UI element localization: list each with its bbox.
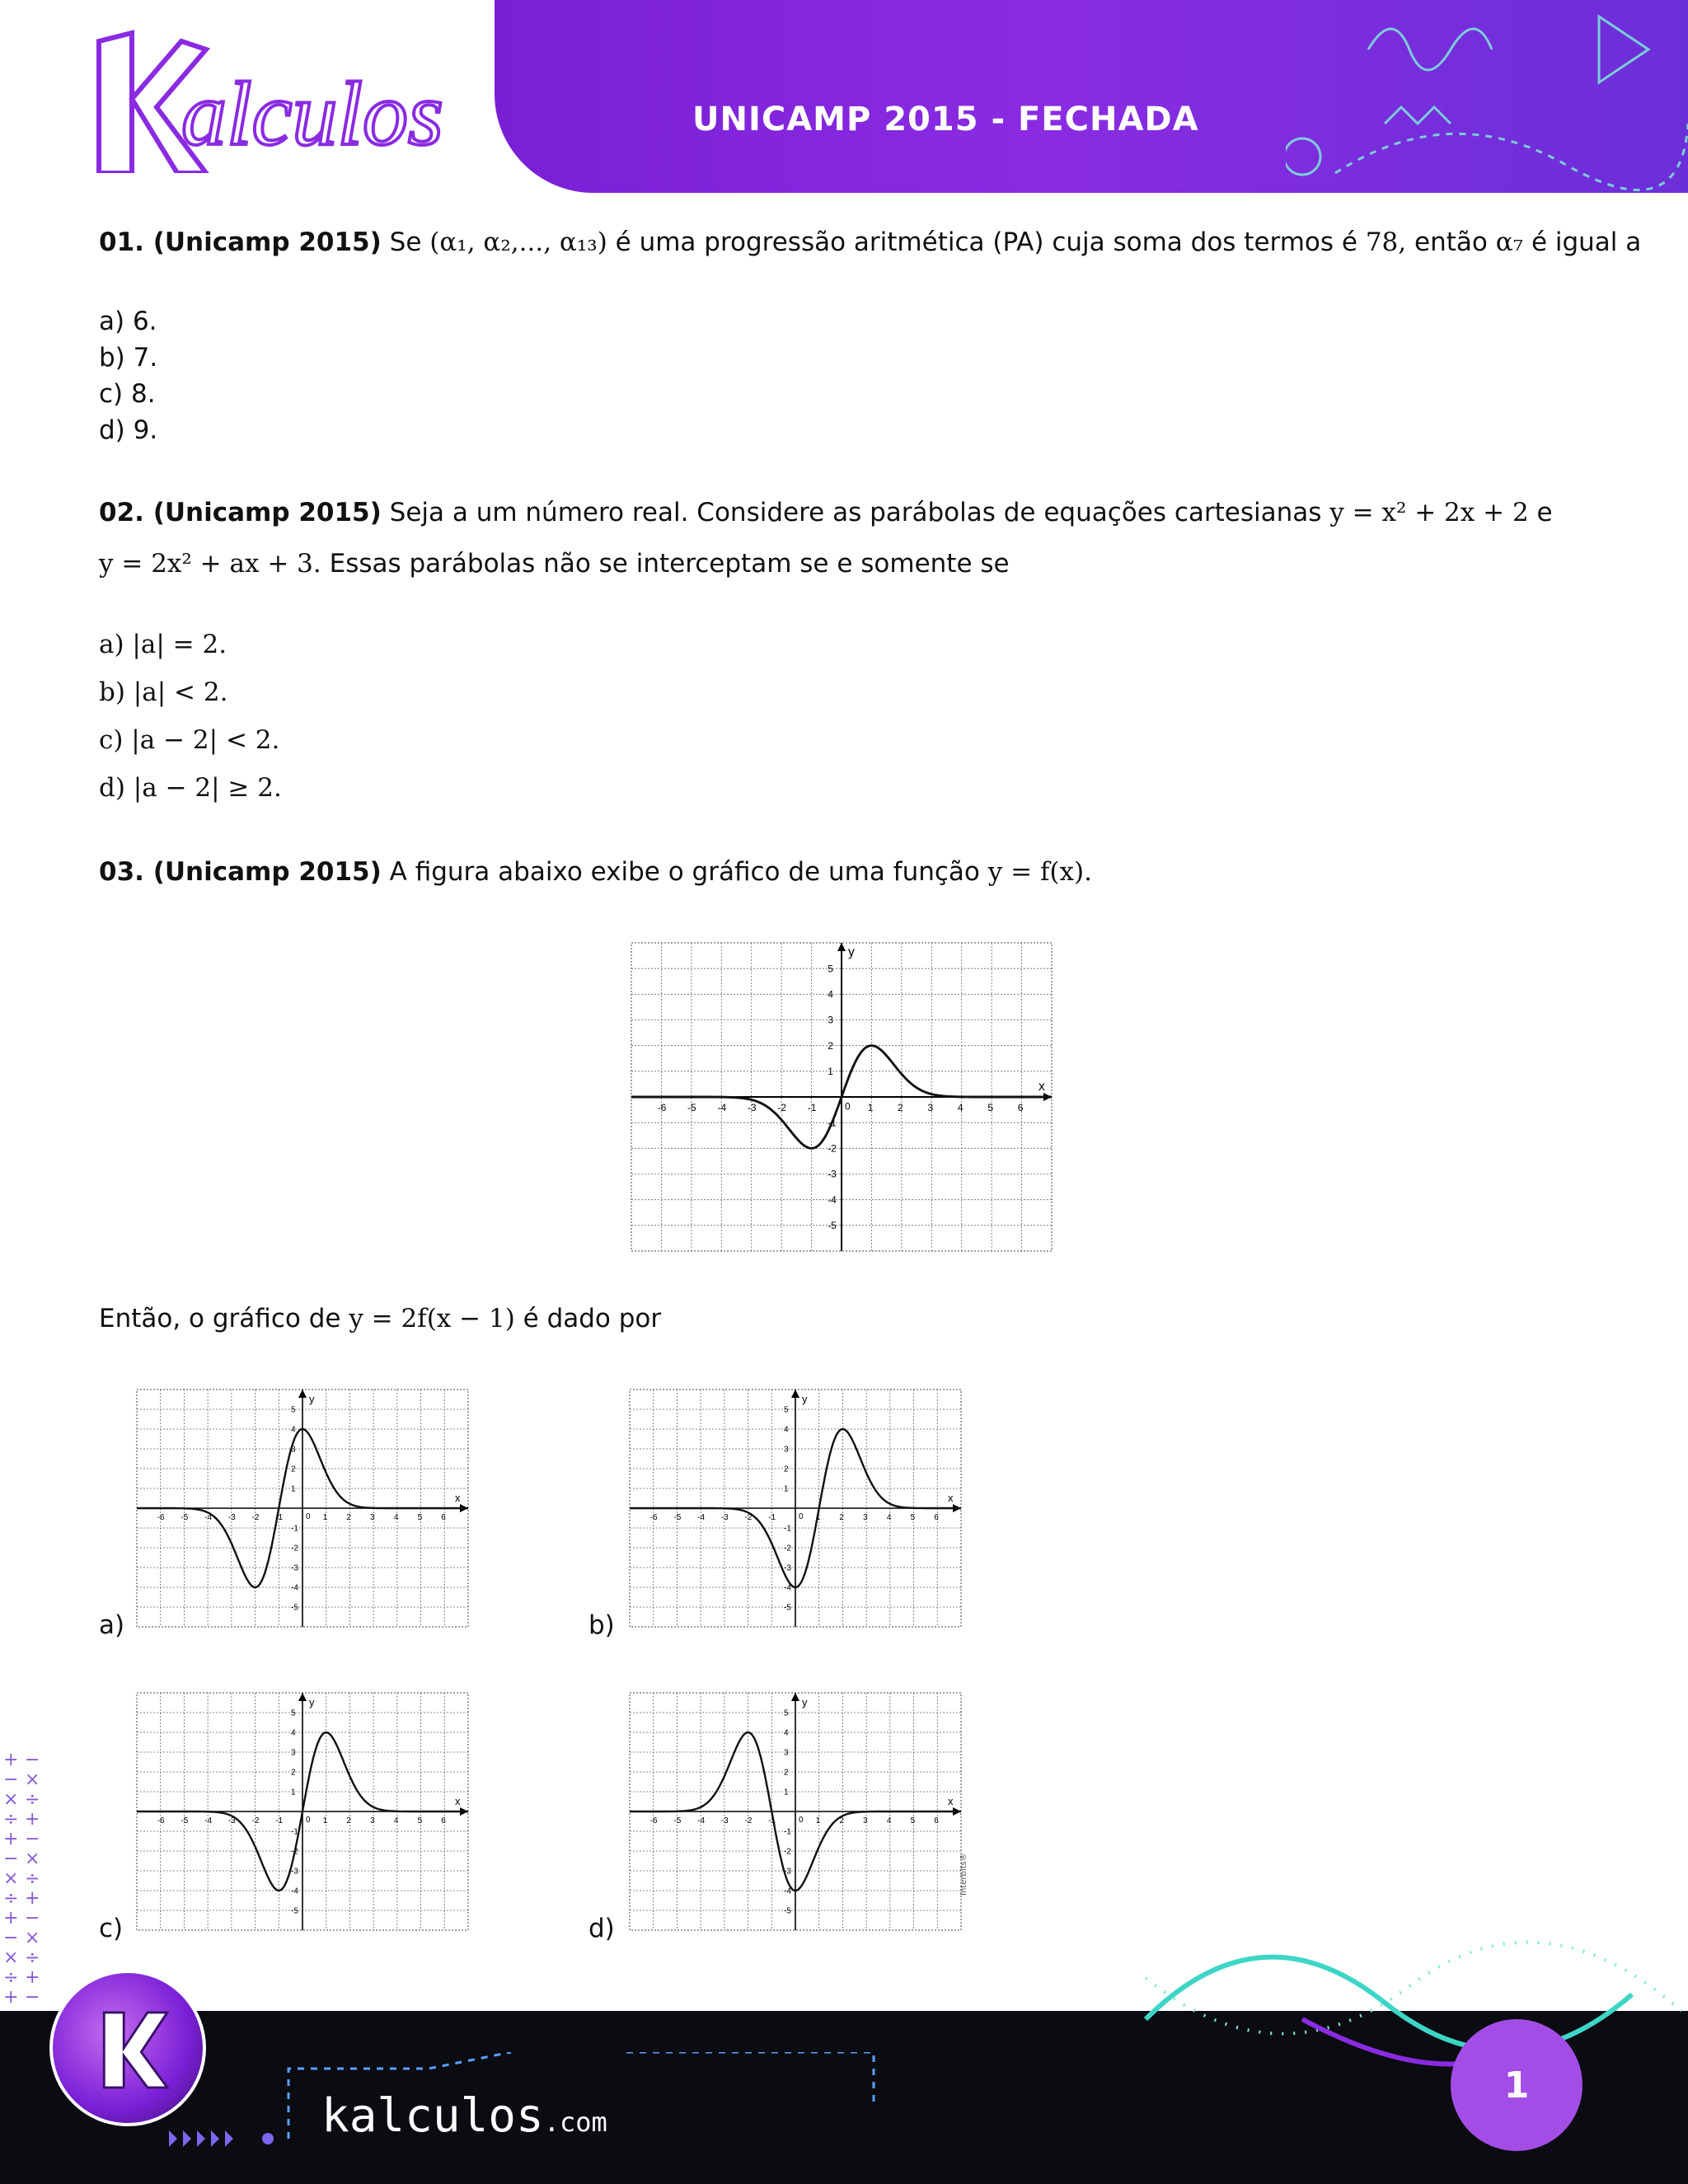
svg-text:+: + xyxy=(25,1888,40,1909)
option-b-label[interactable]: b) xyxy=(588,1610,615,1640)
y-tick-label: -2 xyxy=(784,1544,791,1554)
question-2-line2 xyxy=(99,546,1010,582)
y-tick-label: 5 xyxy=(784,1405,789,1415)
x-tick-label: -2 xyxy=(777,1101,787,1113)
graph-option-c[interactable] xyxy=(132,1688,473,1935)
y-tick-label: 5 xyxy=(828,963,833,975)
y-tick-label: -2 xyxy=(828,1142,837,1155)
y-tick-label: 2 xyxy=(784,1465,789,1474)
footer-url-tld: .com xyxy=(543,2107,607,2138)
x-tick-label: -3 xyxy=(227,1816,236,1825)
q3-then-text: Então, o gráfico de xyxy=(99,1304,341,1333)
x-tick-label: 5 xyxy=(987,1101,994,1113)
footer-url-main: kalculos xyxy=(321,2089,544,2143)
svg-text:−: − xyxy=(3,1928,19,1948)
x-tick-label: 1 xyxy=(322,1816,328,1825)
q2-option-c[interactable]: c) |a − 2| < 2. xyxy=(99,725,280,755)
svg-text:−: − xyxy=(3,1769,19,1790)
question-3 xyxy=(99,854,1092,890)
y-tick-label: 5 xyxy=(291,1405,296,1415)
x-tick-label: -5 xyxy=(673,1816,682,1825)
x-tick-label: 6 xyxy=(441,1816,446,1825)
svg-text:+: + xyxy=(25,1967,40,1988)
watermark: Interbits® xyxy=(959,1853,968,1896)
x-tick-label: 1 xyxy=(815,1513,821,1522)
x-tick-label: -6 xyxy=(157,1513,165,1522)
x-tick-label: 5 xyxy=(417,1816,423,1825)
question-1 xyxy=(99,224,1641,260)
q1-text-a: Se xyxy=(389,227,422,257)
y-tick-label: -3 xyxy=(784,1867,791,1877)
x-tick-label: 3 xyxy=(927,1101,934,1113)
x-tick-label: 2 xyxy=(839,1513,844,1522)
origin-label: 0 xyxy=(306,1512,311,1521)
y-tick-label: 3 xyxy=(828,1014,833,1026)
x-tick-label: -4 xyxy=(204,1513,213,1522)
svg-text:+: + xyxy=(3,1987,19,2008)
x-tick-label: 6 xyxy=(441,1513,446,1522)
x-tick-label: -1 xyxy=(768,1513,776,1522)
q1-sum: 78, xyxy=(1365,227,1407,257)
x-tick-label: -4 xyxy=(717,1101,727,1113)
y-tick-label: 4 xyxy=(828,988,833,1001)
graph-main xyxy=(626,938,1057,1256)
y-tick-label: 2 xyxy=(291,1768,296,1778)
origin-label: 0 xyxy=(799,1512,804,1521)
q3-then-math: y = 2f(x − 1) xyxy=(349,1304,515,1333)
x-tick-label: -1 xyxy=(807,1101,817,1113)
x-tick-label: 2 xyxy=(346,1816,351,1825)
x-tick-label: 1 xyxy=(867,1101,874,1113)
y-tick-label: -4 xyxy=(291,1583,298,1593)
q1-number: 01. (Unicamp 2015) xyxy=(99,227,382,257)
graph-option-b[interactable] xyxy=(625,1385,966,1632)
page-number: 1 xyxy=(1451,2019,1582,2151)
q1-term: α₇ xyxy=(1495,227,1524,257)
q1-text-c: então xyxy=(1414,227,1488,257)
svg-text:×: × xyxy=(3,1947,19,1968)
x-tick-label: -1 xyxy=(768,1816,776,1825)
x-tick-label: -5 xyxy=(687,1101,696,1113)
svg-text:+: + xyxy=(3,1829,19,1849)
y-tick-label: -4 xyxy=(828,1193,837,1206)
y-tick-label: 4 xyxy=(291,1425,296,1435)
y-tick-label: -1 xyxy=(828,1117,837,1129)
x-tick-label: 4 xyxy=(393,1513,399,1522)
x-tick-label: -4 xyxy=(697,1816,706,1825)
header-decoration xyxy=(1286,0,1688,193)
x-tick-label: 1 xyxy=(815,1816,821,1825)
x-tick-label: 3 xyxy=(863,1513,868,1522)
q1-text-d: é igual a xyxy=(1531,227,1642,257)
q3-text: A figura abaixo exibe o gráfico de uma função xyxy=(389,857,980,887)
svg-text:−: − xyxy=(25,1908,40,1929)
x-axis-label: x xyxy=(948,1492,954,1504)
x-tick-label: -6 xyxy=(649,1816,658,1825)
y-axis-label: y xyxy=(848,945,855,959)
q1-option-c[interactable]: c) 8. xyxy=(99,379,156,409)
y-tick-label: 3 xyxy=(291,1445,296,1455)
x-tick-label: -6 xyxy=(649,1513,658,1522)
x-tick-label: -2 xyxy=(251,1816,260,1825)
origin-label: 0 xyxy=(306,1816,311,1825)
svg-text:+: + xyxy=(3,1908,19,1929)
y-tick-label: -3 xyxy=(828,1168,837,1180)
y-tick-label: 1 xyxy=(828,1066,833,1078)
y-tick-label: 3 xyxy=(784,1445,789,1455)
svg-text:×: × xyxy=(25,1849,40,1869)
x-tick-label: 4 xyxy=(393,1816,399,1825)
option-d-label[interactable]: d) xyxy=(588,1914,615,1943)
y-tick-label: -3 xyxy=(784,1563,791,1573)
q1-sequence: (α₁, α₂,..., α₁₃) xyxy=(429,227,607,257)
q1-text-b: é uma progressão aritmética (PA) cuja soma dos termos é xyxy=(615,227,1357,257)
x-tick-label: -2 xyxy=(744,1816,753,1825)
svg-text:÷: ÷ xyxy=(25,1947,40,1968)
y-tick-label: 1 xyxy=(784,1484,789,1494)
y-tick-label: -4 xyxy=(784,1886,791,1896)
x-tick-label: 2 xyxy=(346,1513,351,1522)
y-tick-label: -2 xyxy=(291,1847,298,1857)
y-tick-label: 2 xyxy=(291,1465,296,1474)
footer-url[interactable] xyxy=(321,2089,607,2143)
y-tick-label: 1 xyxy=(784,1788,789,1797)
graph-option-a[interactable] xyxy=(132,1385,473,1632)
x-tick-label: -1 xyxy=(275,1513,284,1522)
y-tick-label: -4 xyxy=(784,1583,791,1593)
x-tick-label: 5 xyxy=(910,1513,916,1522)
x-tick-label: -3 xyxy=(720,1816,729,1825)
y-tick-label: -5 xyxy=(784,1603,791,1613)
x-tick-label: -5 xyxy=(673,1513,682,1522)
q1-option-d[interactable]: d) 9. xyxy=(99,415,158,445)
q2-eq2: y = 2x² + ax + 3. xyxy=(99,549,321,579)
y-tick-label: -2 xyxy=(291,1544,298,1554)
y-axis-label: y xyxy=(309,1696,315,1708)
x-tick-label: 6 xyxy=(934,1513,939,1522)
x-tick-label: 6 xyxy=(1017,1101,1024,1113)
svg-text:alculos: alculos xyxy=(181,63,443,164)
y-tick-label: -1 xyxy=(784,1827,791,1837)
x-tick-label: 4 xyxy=(957,1101,964,1113)
svg-text:×: × xyxy=(3,1868,19,1889)
svg-text:−: − xyxy=(3,1849,19,1869)
y-tick-label: 3 xyxy=(291,1748,296,1758)
q2-option-b[interactable]: b) |a| < 2. xyxy=(99,677,228,707)
q2-eq1: y = x² + 2x + 2 xyxy=(1329,498,1529,527)
y-tick-label: 1 xyxy=(291,1484,296,1494)
x-tick-label: -3 xyxy=(747,1101,757,1113)
y-tick-label: -5 xyxy=(784,1906,791,1916)
svg-text:+: + xyxy=(25,1809,40,1830)
y-tick-label: 4 xyxy=(291,1728,296,1738)
x-tick-label: -3 xyxy=(227,1513,236,1522)
x-tick-label: -5 xyxy=(181,1513,189,1522)
q2-option-a[interactable]: a) |a| = 2. xyxy=(99,630,227,659)
svg-text:÷: ÷ xyxy=(25,1789,40,1810)
y-tick-label: 1 xyxy=(291,1788,296,1797)
q1-option-a[interactable]: a) 6. xyxy=(99,307,157,336)
x-tick-label: 1 xyxy=(322,1513,328,1522)
q1-option-b[interactable]: b) 7. xyxy=(99,343,158,373)
y-tick-label: -3 xyxy=(291,1563,298,1573)
svg-text:÷: ÷ xyxy=(25,1868,40,1889)
svg-text:×: × xyxy=(3,1789,19,1810)
q2-conj: e xyxy=(1536,498,1553,527)
y-tick-label: -5 xyxy=(291,1603,298,1613)
y-tick-label: 5 xyxy=(784,1708,789,1718)
svg-text:×: × xyxy=(25,1769,40,1790)
x-axis-label: x xyxy=(455,1492,461,1504)
y-axis-label: y xyxy=(802,1393,808,1405)
q3-then xyxy=(99,1301,661,1337)
x-tick-label: -2 xyxy=(744,1513,753,1522)
x-tick-label: -5 xyxy=(181,1816,189,1825)
y-axis-label: y xyxy=(802,1696,808,1708)
origin-label: 0 xyxy=(799,1816,804,1825)
svg-text:×: × xyxy=(25,1928,40,1948)
q3-number: 03. (Unicamp 2015) xyxy=(99,857,382,887)
x-tick-label: -6 xyxy=(657,1101,667,1113)
svg-text:÷: ÷ xyxy=(3,1809,19,1830)
svg-text:−: − xyxy=(25,1987,40,2008)
x-tick-label: 2 xyxy=(898,1101,903,1113)
q2-line1: Seja a um número real. Considere as parábolas de equações cartesianas xyxy=(389,498,1322,527)
page-title: UNICAMP 2015 - FECHADA xyxy=(692,101,1199,138)
x-tick-label: -4 xyxy=(204,1816,213,1825)
svg-text:−: − xyxy=(25,1829,40,1849)
q3-math: y = f(x). xyxy=(987,857,1092,887)
svg-text:−: − xyxy=(25,1750,40,1770)
x-tick-label: 6 xyxy=(934,1816,939,1825)
x-tick-label: 4 xyxy=(886,1816,892,1825)
y-tick-label: -3 xyxy=(291,1867,298,1877)
y-tick-label: -4 xyxy=(291,1886,298,1896)
y-tick-label: 3 xyxy=(784,1748,789,1758)
x-tick-label: -2 xyxy=(251,1513,260,1522)
x-tick-label: -1 xyxy=(275,1816,284,1825)
x-tick-label: 3 xyxy=(370,1513,375,1522)
x-tick-label: 3 xyxy=(370,1816,375,1825)
y-tick-label: -2 xyxy=(784,1847,791,1857)
option-c-label[interactable]: c) xyxy=(99,1914,124,1943)
y-tick-label: 4 xyxy=(784,1728,789,1738)
x-tick-label: -6 xyxy=(157,1816,165,1825)
x-axis-label: x xyxy=(1039,1080,1045,1094)
y-tick-label: -5 xyxy=(828,1220,837,1232)
svg-text:÷: ÷ xyxy=(3,1888,19,1909)
q2-number: 02. (Unicamp 2015) xyxy=(99,498,382,527)
x-tick-label: 5 xyxy=(417,1513,423,1522)
question-2 xyxy=(99,494,1591,531)
kalculos-logo xyxy=(82,25,511,173)
origin-label: 0 xyxy=(845,1100,851,1113)
x-tick-label: 2 xyxy=(839,1816,844,1825)
x-tick-label: -4 xyxy=(697,1513,706,1522)
x-tick-label: 4 xyxy=(886,1513,892,1522)
y-tick-label: 2 xyxy=(784,1768,789,1778)
y-tick-label: -5 xyxy=(291,1906,298,1916)
y-tick-label: 2 xyxy=(828,1039,833,1052)
option-a-label[interactable]: a) xyxy=(99,1610,125,1640)
svg-text:÷: ÷ xyxy=(3,1967,19,1988)
y-tick-label: -1 xyxy=(291,1524,298,1534)
y-axis-label: y xyxy=(309,1393,315,1405)
y-tick-label: 5 xyxy=(291,1708,296,1718)
x-tick-label: 5 xyxy=(910,1816,916,1825)
q2-line2: Essas parábolas não se interceptam se e somente se xyxy=(329,549,1010,579)
y-tick-label: -1 xyxy=(784,1524,791,1534)
q2-option-d[interactable]: d) |a − 2| ≥ 2. xyxy=(99,773,282,803)
y-tick-label: -1 xyxy=(291,1827,298,1837)
y-tick-label: 4 xyxy=(784,1425,789,1435)
svg-text:+: + xyxy=(3,1750,19,1770)
x-tick-label: -3 xyxy=(720,1513,729,1522)
footer-wave xyxy=(1137,1920,1688,2085)
x-axis-label: x xyxy=(455,1795,461,1807)
graph-option-d[interactable] xyxy=(625,1688,966,1935)
x-axis-label: x xyxy=(948,1795,954,1807)
q3-then-end: é dado por xyxy=(523,1304,662,1333)
x-tick-label: 3 xyxy=(863,1816,868,1825)
